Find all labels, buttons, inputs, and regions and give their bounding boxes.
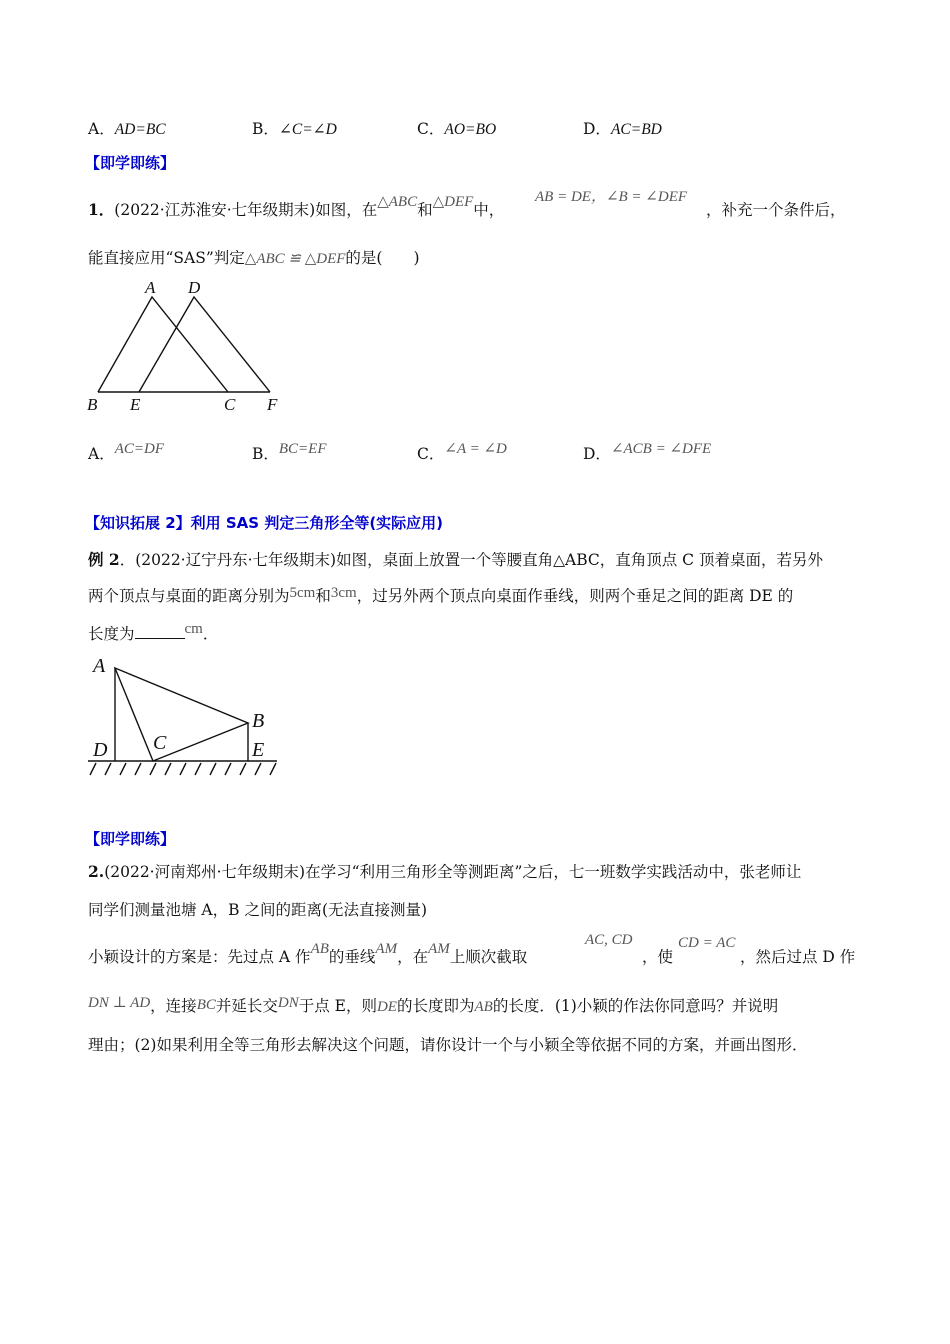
math-de: DE (376, 999, 397, 1015)
label-b: B (252, 710, 265, 732)
q1-option-b[interactable] (252, 442, 327, 464)
ex2-line2-post: ，过另外两个顶点向桌面作垂线，则两个垂足之间的距离 DE 的 (356, 587, 794, 605)
text-and: 和 (417, 201, 433, 219)
value-5cm: 5cm (289, 585, 316, 601)
math-dn-perp-ad: DN ⊥ AD (88, 995, 151, 1011)
math-ab: AB (310, 941, 329, 957)
label-c: C (153, 732, 167, 754)
extension-heading: 【知识拓展 2】利用 SAS 判定三角形全等(实际应用) (85, 514, 444, 532)
option-letter: C． (417, 120, 445, 138)
q1-line-2 (88, 248, 420, 269)
label-d: D (188, 278, 201, 297)
ex2-line-1 (88, 550, 823, 570)
option-letter: A． (88, 120, 115, 138)
prev-option-c (417, 117, 496, 139)
math-tri-def: △DEF (432, 194, 474, 210)
q2-line-3 (88, 941, 528, 968)
q2-text: 的长度．(1)小颖的作法你同意吗？并说明 (492, 997, 779, 1015)
q2-text: 的垂线 (328, 948, 376, 966)
q1-figure-triangles (80, 270, 300, 420)
math-tri-abc: △ABC (377, 194, 418, 210)
q1-option-a[interactable] (88, 442, 164, 464)
math-am: AM (375, 941, 398, 957)
label-e: E (252, 739, 265, 761)
q1-condition: AB = DE，∠B = ∠DEF (535, 189, 688, 205)
ex2-line3-post: ． (202, 625, 219, 643)
math-ab: AB (474, 999, 493, 1015)
q2-text: 的长度即为 (396, 997, 475, 1015)
q1-line-1 (88, 194, 505, 221)
math-ac-cd: AC, CD (585, 932, 633, 948)
q1-option-c[interactable] (417, 442, 507, 464)
q1-line2-pre: 能直接应用“SAS”判定 (88, 249, 245, 267)
prev-option-b (252, 117, 337, 139)
label-b: B (87, 395, 98, 414)
label-f: F (267, 395, 278, 414)
option-text: AC=BD (610, 121, 662, 138)
ex2-figure-table-triangle (80, 645, 290, 780)
ex2-label: 例 2 (88, 550, 120, 569)
text-mid: 中， (473, 201, 505, 219)
option-text: AC=DF (114, 441, 164, 457)
label-a: A (145, 278, 156, 297)
math-cd-eq-ac: CD = AC (678, 935, 736, 951)
math-am: AM (428, 941, 450, 957)
label-c: C (224, 395, 236, 414)
math-congruence: △ABC ≌ △DEF (244, 251, 346, 267)
q2-line-3-b (642, 947, 673, 967)
q2-text: 并延长交 (215, 997, 278, 1015)
q2-text: 上顺次截取 (449, 948, 528, 966)
unit-cm: cm (184, 621, 203, 637)
option-text: AO=BO (444, 121, 497, 138)
option-text: AD=BC (114, 121, 166, 138)
option-letter: B． (252, 120, 279, 138)
answer-blank[interactable] (135, 623, 185, 639)
prev-option-d (583, 117, 662, 139)
option-text: ∠ACB = ∠DFE (610, 441, 712, 457)
q2-line1-text: (2022·河南郑州·七年级期末)在学习“利用三角形全等测距离”之后，七一班数学实践活动中，张老师让 (104, 863, 802, 881)
q2-text: ，在 (397, 948, 429, 966)
practice-heading-2: 【即学即练】 (85, 830, 176, 848)
label-d: D (93, 739, 108, 761)
q2-line-4 (88, 996, 778, 1017)
prev-option-a (88, 117, 166, 139)
q1-tail: ，补充一个条件后， (706, 201, 846, 219)
option-text: ∠A = ∠D (444, 441, 507, 457)
q2-text: ，使 (642, 948, 674, 966)
option-letter: D． (583, 120, 611, 138)
ex2-line1-text: ．(2022·辽宁丹东·七年级期末)如图，桌面上放置一个等腰直角△ABC，直角顶点 C 顶着桌面，若另外 (119, 551, 823, 569)
text-and: 和 (315, 587, 331, 605)
q2-text: 于点 E，则 (298, 997, 377, 1015)
label-e: E (130, 395, 141, 414)
q2-line-1 (88, 862, 801, 882)
q2-line-3-c: ，然后过点 D 作 (740, 948, 856, 966)
practice-heading-1: 【即学即练】 (85, 154, 176, 172)
option-letter: A． (88, 445, 115, 463)
q2-text: ，连接 (150, 997, 197, 1015)
q2-text: 小颖设计的方案是：先过点 A 作 (88, 948, 311, 966)
ex2-line3-pre: 长度为 (88, 625, 135, 643)
option-letter: C． (417, 445, 445, 463)
q2-line-5: 理由；(2)如果利用全等三角形去解决这个问题，请你设计一个与小颖全等依据不同的方案，并画出图形． (88, 1036, 808, 1054)
q2-line-2: 同学们测量池塘 A，B 之间的距离(无法直接测量) (88, 901, 428, 919)
ex2-line2-pre: 两个顶点与桌面的距离分别为 (88, 587, 290, 605)
option-text: ∠C=∠D (278, 121, 337, 138)
math-dn: DN (277, 995, 299, 1011)
option-letter: D． (583, 445, 611, 463)
ex2-line-2 (88, 586, 793, 607)
q1-source: (2022·江苏淮安·七年级期末)如图，在 (114, 201, 378, 219)
q1-number: 1． (88, 200, 115, 219)
q2-number: 2. (88, 862, 105, 881)
math-bc: BC (196, 997, 216, 1013)
value-3cm: 3cm (330, 585, 357, 601)
ex2-line-3 (88, 623, 218, 645)
label-a: A (93, 655, 106, 677)
q1-option-d[interactable] (583, 442, 711, 464)
option-letter: B． (252, 445, 279, 463)
q1-line2-post: 的是( ) (345, 249, 420, 267)
option-text: BC=EF (278, 441, 327, 457)
